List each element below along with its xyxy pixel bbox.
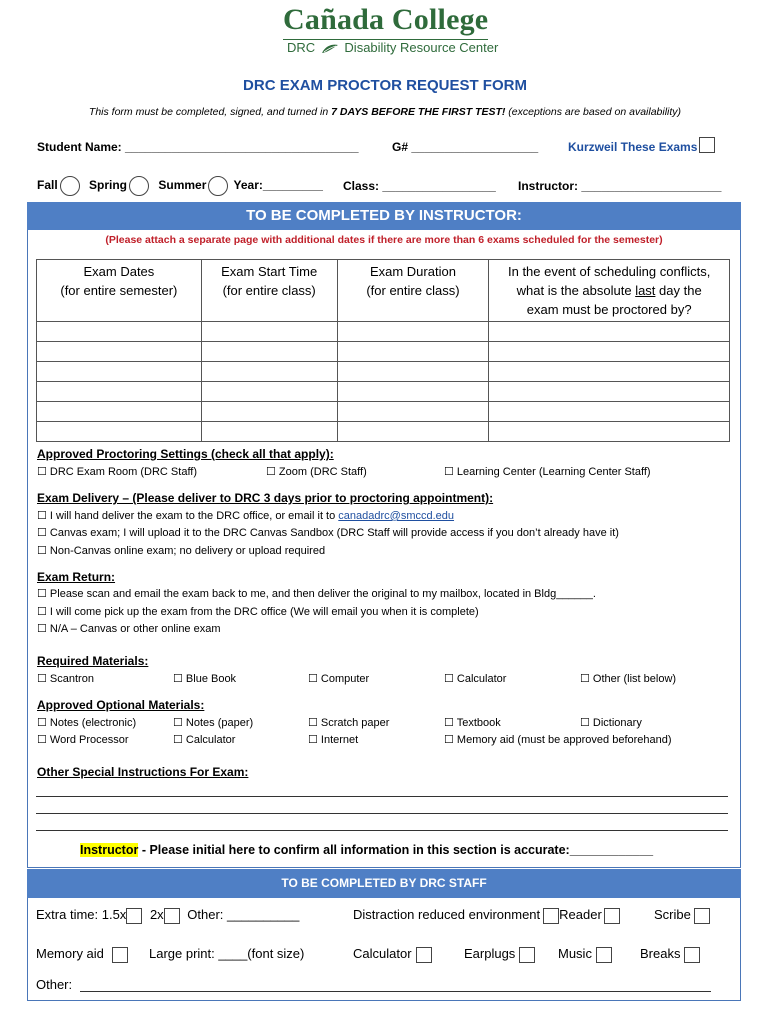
logo-title: Cañada College [283, 3, 489, 36]
table-cell[interactable] [37, 402, 202, 422]
attach-note: (Please attach a separate page with additional dates if there are more than 6 exams scheduled for the semester) [105, 234, 663, 246]
table-row [37, 322, 730, 342]
optional-dictionary[interactable]: ☐ Dictionary [580, 717, 642, 729]
reader-checkbox[interactable] [604, 908, 620, 924]
setting-zoom[interactable]: ☐ Zoom (DRC Staff) [266, 466, 367, 478]
other-row [36, 977, 72, 992]
required-scantron[interactable]: ☐ Scantron [37, 673, 94, 685]
confirm-highlight: Instructor [80, 843, 139, 857]
table-row [37, 342, 730, 362]
delivery-non-canvas[interactable]: ☐ Non-Canvas online exam; no delivery or upload required [37, 545, 326, 557]
delivery-canvas[interactable]: ☐ Canvas exam; I will upload it to the DRC Canvas Sandbox (DRC Staff will provide access if you don’t already have it) [37, 527, 619, 539]
table-cell[interactable] [489, 402, 730, 422]
table-cell[interactable] [201, 362, 337, 382]
required-computer[interactable]: ☐ Computer [308, 673, 370, 685]
extra-time-row [36, 907, 299, 924]
instructor-field[interactable]: Instructor: _____________________ [518, 179, 722, 193]
delivery-hand-deliver[interactable]: ☐ I will hand deliver the exam to the DRC office, or email it to canadadrc@smccd.edu [37, 510, 455, 522]
optional-calculator[interactable]: ☐ Calculator [173, 734, 236, 746]
distraction-checkbox[interactable] [543, 908, 559, 924]
setting-learning-center[interactable]: ☐ Learning Center (Learning Center Staff) [444, 466, 651, 478]
table-row [37, 362, 730, 382]
summer-label: Summer [158, 178, 207, 193]
form-note-a: This form must be completed, signed, and turned in [88, 106, 332, 118]
special-instructions-line[interactable] [36, 796, 728, 797]
breaks-label: Breaks [640, 946, 681, 961]
summer-radio[interactable] [208, 176, 228, 196]
instructor-confirm-line[interactable] [80, 843, 653, 857]
table-cell[interactable] [337, 322, 489, 342]
fall-radio[interactable] [60, 176, 80, 196]
setting-drc-room[interactable]: ☐ DRC Exam Room (DRC Staff) [37, 466, 198, 478]
table-cell[interactable] [37, 422, 202, 442]
table-cell[interactable] [489, 362, 730, 382]
col-last-day: In the event of scheduling conflicts, what is the absolute last day the exam must be proctored by? [489, 260, 730, 322]
instructor-section-title: TO BE COMPLETED BY INSTRUCTOR: [27, 202, 741, 230]
optional-word-processor[interactable]: ☐ Word Processor [37, 734, 129, 746]
special-instructions-heading: Other Special Instructions For Exam: [37, 765, 249, 779]
logo-prefix: DRC [287, 40, 316, 55]
confirm-text: - Please initial here to confirm all information in this section is accurate:____________ [138, 843, 654, 857]
form-title: DRC EXAM PROCTOR REQUEST FORM [243, 77, 527, 94]
table-cell[interactable] [489, 382, 730, 402]
delivery-heading: Exam Delivery – (Please deliver to DRC 3 days prior to proctoring appointment): [37, 491, 494, 505]
return-pickup[interactable]: ☐ I will come pick up the exam from the DRC office (We will email you when it is complete) [37, 606, 479, 618]
table-row [37, 422, 730, 442]
table-cell[interactable] [337, 422, 489, 442]
return-scan-email[interactable]: ☐ Please scan and email the exam back to me, and then deliver the original to my mailbox, located in Bldg______. [37, 588, 596, 600]
settings-heading: Approved Proctoring Settings (check all that apply): [37, 447, 334, 461]
optional-memory-aid[interactable]: ☐ Memory aid (must be approved beforehand) [444, 734, 672, 746]
scribe-row [654, 907, 710, 924]
earplugs-checkbox[interactable] [519, 947, 535, 963]
return-heading: Exam Return: [37, 570, 116, 584]
distraction-label: Distraction reduced environment [353, 907, 541, 922]
student-name-field[interactable]: Student Name: ___________________________________ [37, 140, 359, 154]
scribe-checkbox[interactable] [694, 908, 710, 924]
distraction-row [353, 907, 620, 924]
memory-aid-checkbox[interactable] [112, 947, 128, 963]
earplugs-row [464, 946, 535, 963]
other-input-line[interactable] [80, 991, 711, 992]
col-exam-dates: Exam Dates (for entire semester) [37, 260, 202, 322]
form-note-c: (exceptions are based on availability) [505, 106, 682, 118]
two-x-checkbox[interactable] [164, 908, 180, 924]
extra-time-label: Extra time: 1.5x [36, 907, 127, 922]
table-row [37, 402, 730, 422]
table-cell[interactable] [37, 322, 202, 342]
return-na[interactable]: ☐ N/A – Canvas or other online exam [37, 623, 221, 635]
breaks-checkbox[interactable] [684, 947, 700, 963]
table-header-row [37, 260, 730, 322]
table-cell[interactable] [201, 422, 337, 442]
optional-heading: Approved Optional Materials: [37, 698, 205, 712]
leaf-icon [321, 44, 339, 54]
table-cell[interactable] [201, 402, 337, 422]
extra-time-1-5x-checkbox[interactable] [126, 908, 142, 924]
required-blue-book[interactable]: ☐ Blue Book [173, 673, 237, 685]
drc-section-title: TO BE COMPLETED BY DRC STAFF [27, 869, 741, 898]
form-note-deadline: 7 DAYS BEFORE THE FIRST TEST! [331, 106, 506, 118]
col-exam-duration: Exam Duration (for entire class) [337, 260, 489, 322]
table-cell[interactable] [201, 322, 337, 342]
year-field[interactable]: Year:_________ [233, 178, 323, 193]
memory-aid-row [36, 946, 128, 963]
optional-notes-paper[interactable]: ☐ Notes (paper) [173, 717, 254, 729]
class-field[interactable]: Class: _________________ [343, 179, 496, 193]
table-cell[interactable] [489, 322, 730, 342]
other-label: Other: [36, 977, 73, 992]
breaks-row [640, 946, 700, 963]
kurzweil-label: Kurzweil These Exams [568, 140, 698, 154]
g-number-field[interactable]: G# ___________________ [392, 140, 539, 154]
optional-textbook[interactable]: ☐ Textbook [444, 717, 501, 729]
fall-label: Fall [37, 178, 58, 193]
other-time-field[interactable]: Other: __________ [187, 907, 300, 922]
drc-email-link[interactable]: canadadrc@smccd.edu [338, 510, 455, 522]
col-exam-start-time: Exam Start Time (for entire class) [201, 260, 337, 322]
earplugs-label: Earplugs [464, 946, 516, 961]
table-cell[interactable] [489, 342, 730, 362]
scribe-label: Scribe [654, 907, 691, 922]
term-row [37, 176, 323, 196]
large-print-field[interactable]: Large print: ____(font size) [149, 946, 305, 961]
calculator-row [353, 946, 432, 963]
special-instructions-line[interactable] [36, 830, 728, 831]
special-instructions-line[interactable] [36, 813, 728, 814]
table-cell[interactable] [201, 382, 337, 402]
spring-label: Spring [89, 178, 128, 193]
table-cell[interactable] [489, 422, 730, 442]
required-heading: Required Materials: [37, 654, 149, 668]
reader-label: Reader [559, 907, 602, 922]
required-calculator[interactable]: ☐ Calculator [444, 673, 507, 685]
two-x-label: 2x [149, 907, 164, 922]
table-cell[interactable] [37, 362, 202, 382]
optional-internet[interactable]: ☐ Internet [308, 734, 359, 746]
form-note [0, 106, 770, 118]
table-cell[interactable] [201, 342, 337, 362]
music-label: Music [558, 946, 592, 961]
table-cell[interactable] [337, 382, 489, 402]
exam-schedule-table [36, 259, 730, 442]
music-checkbox[interactable] [596, 947, 612, 963]
optional-notes-electronic[interactable]: ☐ Notes (electronic) [37, 717, 137, 729]
table-cell[interactable] [37, 342, 202, 362]
table-row [37, 382, 730, 402]
calculator-checkbox[interactable] [416, 947, 432, 963]
logo-subtitle [287, 40, 498, 55]
table-cell[interactable] [337, 342, 489, 362]
kurzweil-checkbox[interactable] [699, 137, 715, 153]
spring-radio[interactable] [129, 176, 149, 196]
logo-center-name: Disability Resource Center [344, 40, 499, 55]
table-cell[interactable] [337, 402, 489, 422]
music-row [558, 946, 612, 963]
memory-aid-label: Memory aid [36, 946, 104, 961]
table-cell[interactable] [37, 382, 202, 402]
table-cell[interactable] [337, 362, 489, 382]
optional-scratch-paper[interactable]: ☐ Scratch paper [308, 717, 390, 729]
required-other[interactable]: ☐ Other (list below) [580, 673, 677, 685]
calculator-label: Calculator [353, 946, 412, 961]
